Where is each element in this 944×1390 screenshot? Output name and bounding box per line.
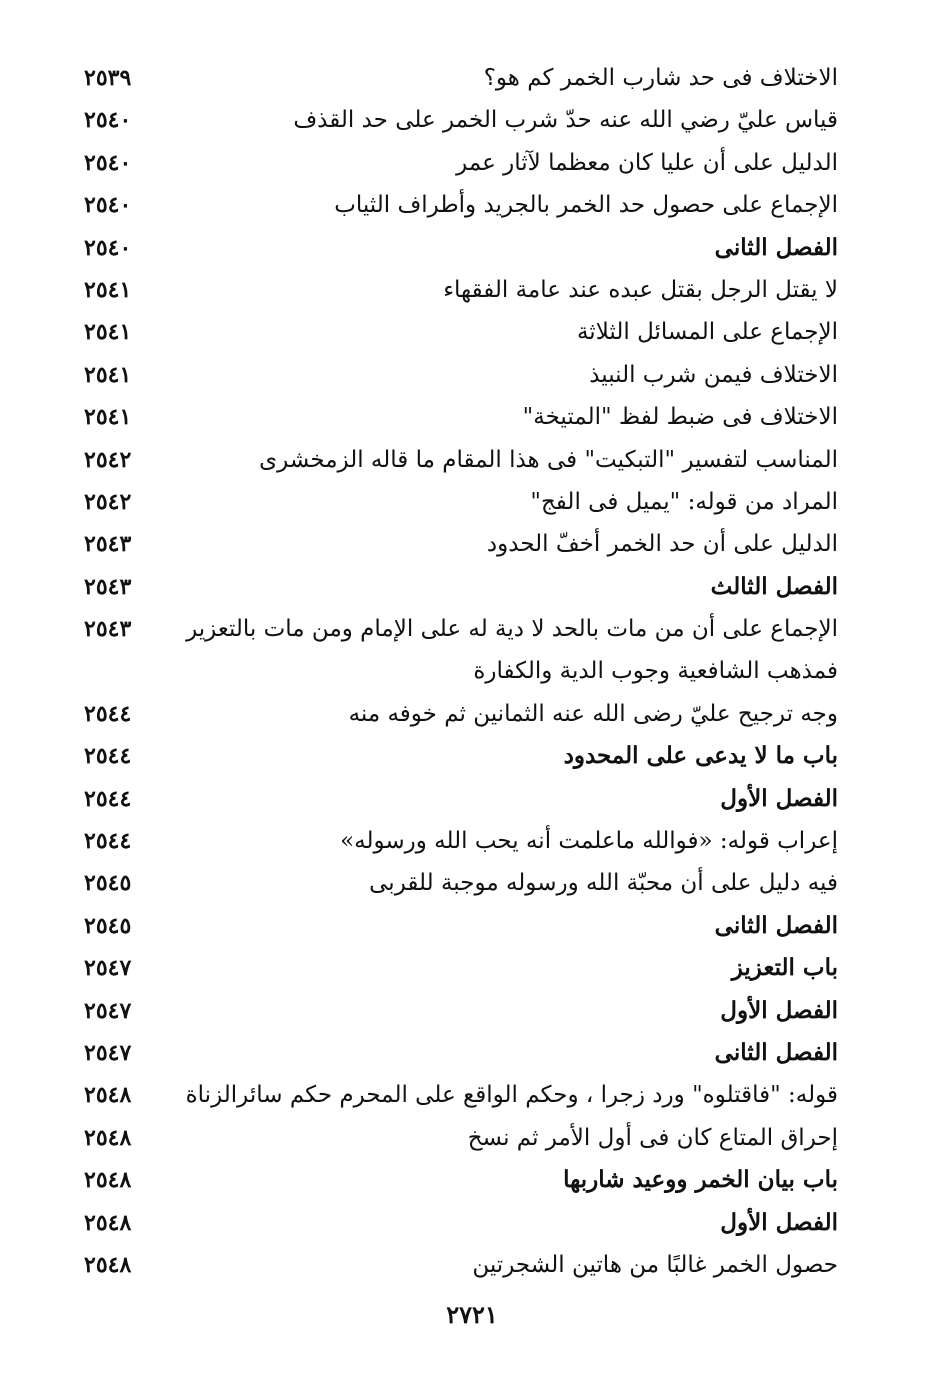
toc-entry-page: ٢٥٤٨ xyxy=(84,1167,132,1194)
toc-entry-title: الاختلاف فى ضبط لفظ "المتيخة" xyxy=(522,404,838,431)
toc-row xyxy=(0,1245,944,1287)
toc-row xyxy=(0,270,944,312)
toc-entry-page: ٢٥٤٧ xyxy=(84,955,132,982)
toc-entry-title: إعراب قوله: «فوالله ماعلمت أنه يحب الله ورسوله» xyxy=(340,828,838,855)
toc-entry-page: ٢٥٣٩ xyxy=(84,65,132,91)
toc-row xyxy=(0,948,944,990)
toc-row xyxy=(0,397,944,439)
toc-row xyxy=(0,1160,944,1202)
toc-row xyxy=(0,312,944,354)
toc-section-heading: الفصل الأول xyxy=(720,784,838,812)
toc-entry-title: وجه ترجيح عليّ رضى الله عنه الثمانين ثم خوفه منه xyxy=(348,700,838,727)
toc-chapter-heading: باب بيان الخمر ووعيد شاربها xyxy=(563,1166,838,1194)
toc-row-continuation xyxy=(0,651,944,693)
toc-entry-page: ٢٥٤٨ xyxy=(84,1082,132,1109)
toc-entry-page: ٢٥٤١ xyxy=(84,361,132,388)
toc-row xyxy=(0,440,944,482)
toc-row xyxy=(0,1203,944,1245)
toc-entry-title: حصول الخمر غالبًا من هاتين الشجرتين xyxy=(472,1251,838,1278)
toc-entry-page: ٢٥٤٥ xyxy=(84,912,132,939)
toc-entry-page: ٢٥٤٤ xyxy=(84,700,132,727)
toc-section-heading: الفصل الثانى xyxy=(714,1038,838,1066)
page-footer-number: ٢٧٢١ xyxy=(446,1300,498,1329)
toc-row xyxy=(0,143,944,185)
toc-entry-title: الاختلاف فى حد شارب الخمر كم هو؟ xyxy=(483,65,838,91)
toc-section-heading: الفصل الثانى xyxy=(714,233,838,261)
toc-row xyxy=(0,228,944,270)
toc-entry-page: ٢٥٤١ xyxy=(84,319,132,346)
toc-section-heading: الفصل الأول xyxy=(720,1208,838,1236)
toc-row xyxy=(0,736,944,778)
toc-entry-title: الإجماع على أن من مات بالحد لا دية له على الإمام ومن مات بالتعزير xyxy=(186,616,838,643)
toc-row xyxy=(0,567,944,609)
toc-entry-title: الاختلاف فيمن شرب النبيذ xyxy=(589,361,838,388)
toc-entry-title: الإجماع على حصول حد الخمر بالجريد وأطراف الثياب xyxy=(334,192,838,219)
toc-row xyxy=(0,863,944,905)
toc-row xyxy=(0,482,944,524)
toc-row xyxy=(0,991,944,1033)
toc-section-heading: الفصل الأول xyxy=(720,996,838,1024)
toc-entry-page: ٢٥٤٠ xyxy=(84,107,132,134)
toc-chapter-heading: باب ما لا يدعى على المحدود xyxy=(563,742,838,770)
toc-entry-page: ٢٥٤٤ xyxy=(84,828,132,855)
toc-entry-page: ٢٥٤٧ xyxy=(84,997,132,1024)
toc-entry-page: ٢٥٤٠ xyxy=(84,149,132,176)
toc-entry-page: ٢٥٤٤ xyxy=(84,785,132,812)
toc-row xyxy=(0,694,944,736)
toc-entry-title: إحراق المتاع كان فى أول الأمر ثم نسخ xyxy=(467,1124,838,1151)
toc-section-heading: الفصل الثالث xyxy=(710,572,838,600)
toc-entry-page: ٢٥٤٧ xyxy=(84,1039,132,1066)
toc-entry-title: فمذهب الشافعية وجوب الدية والكفارة xyxy=(473,658,838,685)
toc-row xyxy=(0,906,944,948)
toc-entry-page: ٢٥٤٢ xyxy=(84,488,132,515)
toc-row xyxy=(0,58,944,100)
toc-row xyxy=(0,100,944,142)
toc-entry-page: ٢٥٤٢ xyxy=(84,446,132,473)
toc-entry-page: ٢٥٤٣ xyxy=(84,573,132,600)
toc-row xyxy=(0,1075,944,1117)
toc-row xyxy=(0,1118,944,1160)
toc-entry-page: ٢٥٤٠ xyxy=(84,192,132,219)
toc-entry-page: ٢٥٤٨ xyxy=(84,1124,132,1151)
toc-entry-title: الإجماع على المسائل الثلاثة xyxy=(576,319,838,346)
toc-entry-page: ٢٥٤١ xyxy=(84,404,132,431)
toc-entry-page: ٢٥٤١ xyxy=(84,276,132,303)
toc-row xyxy=(0,185,944,227)
toc-entry-page: ٢٥٤٠ xyxy=(84,234,132,261)
toc-chapter-heading: باب التعزيز xyxy=(731,954,838,982)
toc-entry-page: ٢٥٤٣ xyxy=(84,531,132,558)
toc-entry-title: المناسب لتفسير "التبكيت" فى هذا المقام ما قاله الزمخشرى xyxy=(259,446,838,473)
toc-row xyxy=(0,355,944,397)
toc-entry-page: ٢٥٤٣ xyxy=(84,616,132,643)
toc-row xyxy=(0,524,944,566)
toc-section-heading: الفصل الثانى xyxy=(714,911,838,939)
toc-list xyxy=(0,58,944,1287)
toc-entry-title: الدليل على أن عليا كان معظما لآثار عمر xyxy=(456,149,838,176)
toc-entry-page: ٢٥٤٤ xyxy=(84,743,132,770)
toc-row xyxy=(0,821,944,863)
toc-entry-page: ٢٥٤٨ xyxy=(84,1251,132,1278)
toc-entry-page: ٢٥٤٥ xyxy=(84,870,132,897)
toc-row xyxy=(0,1033,944,1075)
toc-entry-title: فيه دليل على أن محبّة الله ورسوله موجبة للقربى xyxy=(369,870,838,897)
toc-entry-title: قوله: "فاقتلوه" ورد زجرا ، وحكم الواقع على المحرم حكم سائرالزناة xyxy=(185,1082,838,1109)
toc-entry-title: قياس عليّ رضي الله عنه حدّ شرب الخمر على حد القذف xyxy=(293,107,838,134)
toc-entry-title: لا يقتل الرجل بقتل عبده عند عامة الفقهاء xyxy=(443,276,838,303)
toc-entry-page: ٢٥٤٨ xyxy=(84,1209,132,1236)
toc-row xyxy=(0,779,944,821)
toc-entry-title: الدليل على أن حد الخمر أخفّ الحدود xyxy=(486,531,838,558)
toc-row xyxy=(0,609,944,651)
toc-entry-title: المراد من قوله: "يميل فى الفج" xyxy=(530,488,838,515)
